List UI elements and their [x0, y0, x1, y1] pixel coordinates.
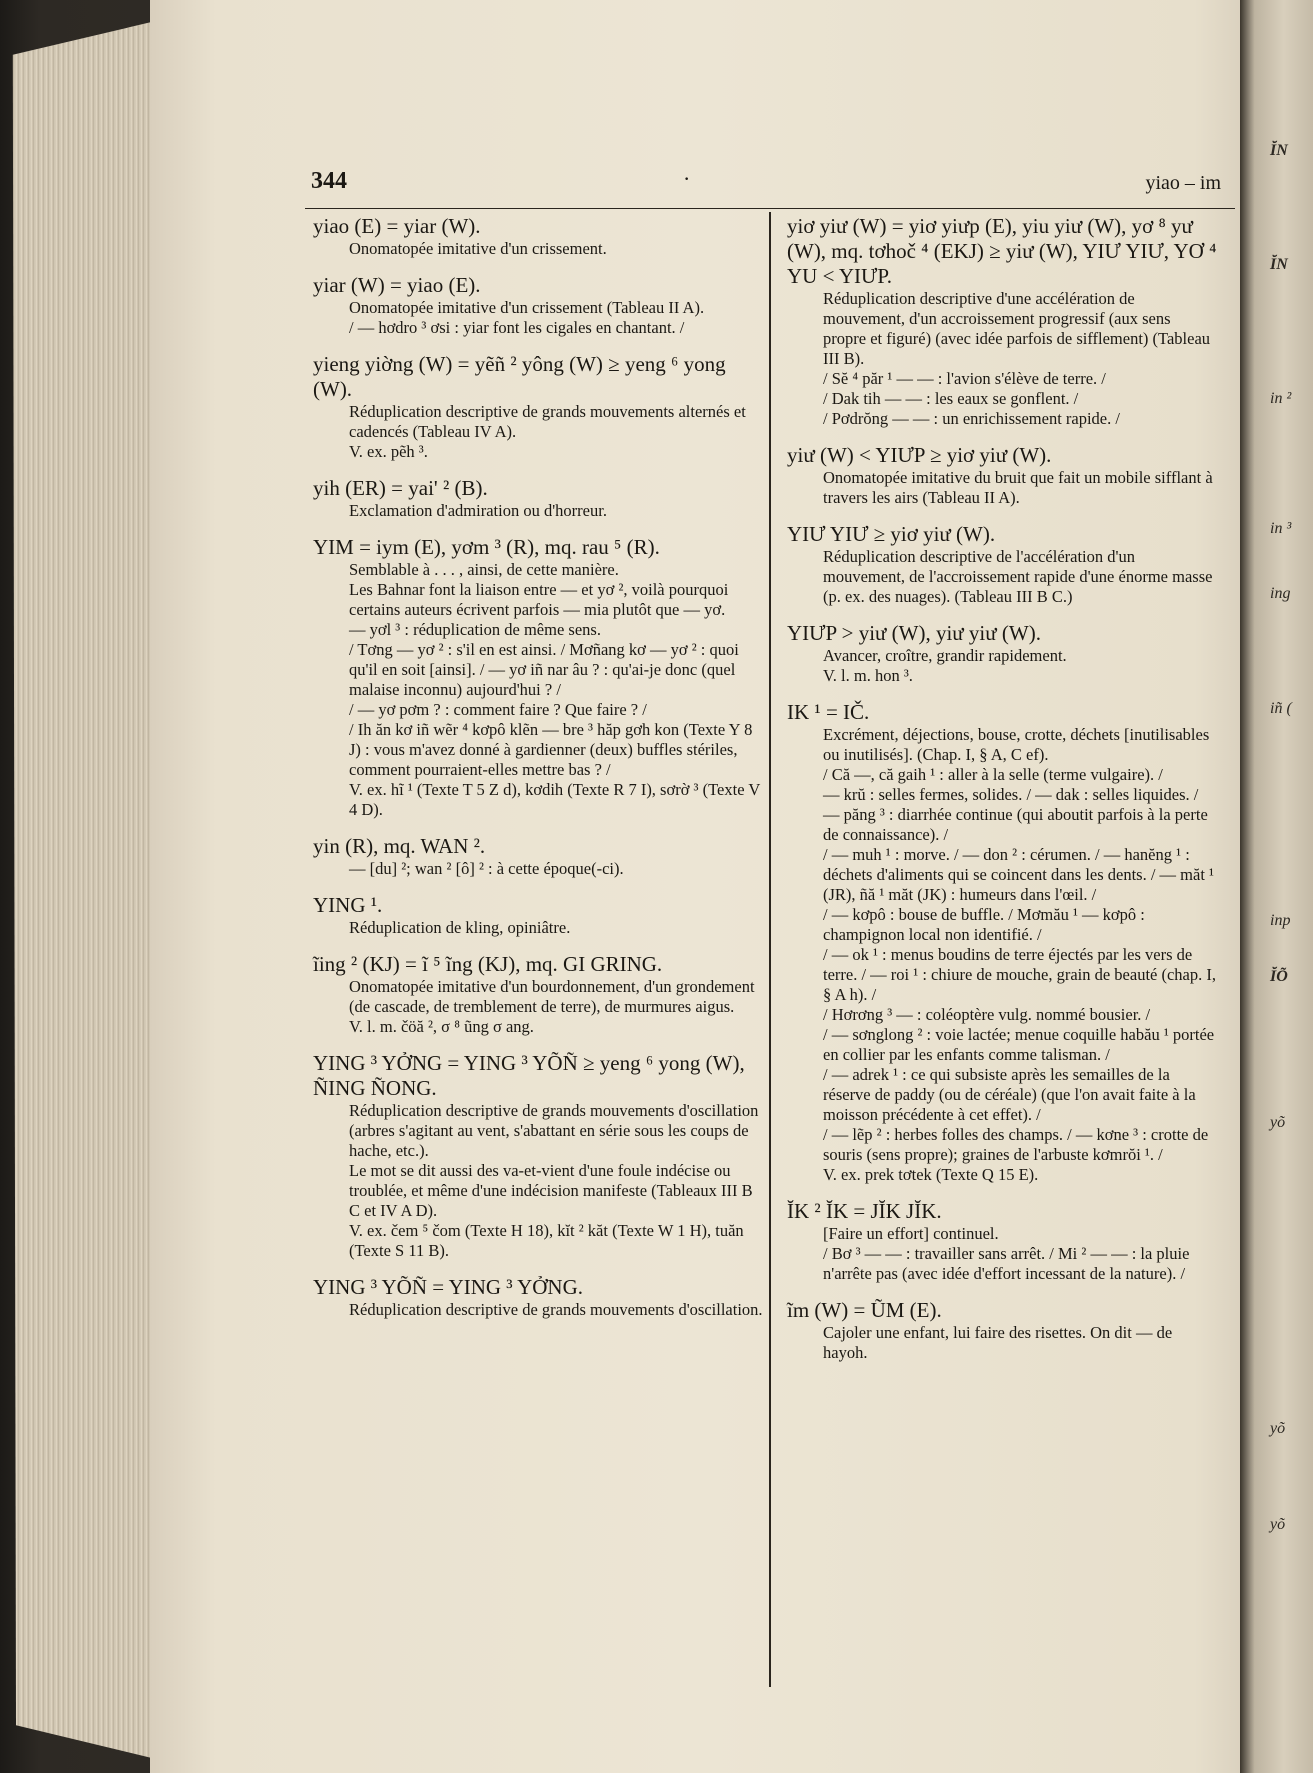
entry-definition: [349, 977, 763, 1037]
entry-definition: [349, 1300, 763, 1320]
next-page-fragment: yõ: [1270, 1516, 1286, 1533]
definition-line: Réduplication descriptive d'une accélération de mouvement, d'un accroissement progressif (aux sens propre et figuré) (avec idée parfois de sifflement) (Tableau III B).: [823, 289, 1211, 368]
entry-headword: YING ³ YỞNG = YING ³ YÕÑ ≥ yeng ⁶ yong (W), ÑING ÑONG.: [313, 1051, 745, 1100]
definition-line: / Sĕ ⁴ păr ¹ — — : l'avion s'élève de terre. /: [823, 369, 1106, 388]
definition-line: Réduplication descriptive de grands mouvements d'oscillation (arbres s'agitant au vent, s'abattant en série sous les coups de hache, etc.).: [349, 1101, 759, 1160]
next-page-fragment: ĬN: [1270, 142, 1288, 159]
column-rule: [769, 212, 771, 1687]
right-column: [787, 214, 1217, 1377]
page-number: 344: [311, 168, 347, 194]
definition-line: / — hơdro ³ ơsi : yiar font les cigales en chantant. /: [349, 318, 685, 337]
entry-definition: [349, 402, 763, 462]
entry-headword: YING ³ YÕÑ = YING ³ YỞNG.: [313, 1275, 583, 1299]
definition-line: / Hơrơng ³ — : coléoptère vulg. nommé bousier. /: [823, 1005, 1151, 1024]
entry-headword: YING ¹.: [313, 893, 383, 917]
definition-line: / — muh ¹ : morve. / — don ² : cérumen. / — hanĕng ¹ : déchets d'aliments qui se coincent dans les dents. / — măt ¹ (JR), ñă ¹ măt (JK) : humeurs dans l'œil. /: [823, 845, 1214, 904]
entry-headword: yieng yiờng (W) = yẽñ ² yông (W) ≥ yeng ⁶ yong (W).: [313, 352, 726, 401]
definition-line: V. ex. hĩ ¹ (Texte T 5 Z d), kơdih (Texte R 7 I), sơrờ ³ (Texte V 4 D).: [349, 780, 760, 819]
definition-line: — [du] ²; wan ² [ô] ² : à cette époque(-ci).: [349, 859, 624, 878]
dictionary-entry: [787, 621, 1217, 686]
dictionary-entry: [787, 1298, 1217, 1363]
entry-headword: YIƯ YIƯ ≥ yiơ yiư (W).: [787, 522, 996, 546]
running-head: yiao – im: [1145, 172, 1221, 194]
dictionary-entry: [313, 834, 763, 879]
next-page-fragment: in ³: [1270, 520, 1292, 537]
entry-headword: YIƯP > yiư (W), yiư yiư (W).: [787, 621, 1041, 645]
definition-line: Cajoler une enfant, lui faire des risettes. On dit — de hayoh.: [823, 1323, 1173, 1362]
next-page-fragment: yõ: [1270, 1114, 1286, 1131]
entry-headword: yiao (E) = yiar (W).: [313, 214, 481, 238]
next-page-fragment: in ²: [1270, 390, 1292, 407]
definition-line: — yơl ³ : réduplication de même sens.: [349, 620, 601, 639]
definition-line: Exclamation d'admiration ou d'horreur.: [349, 501, 607, 520]
entry-definition: [349, 918, 763, 938]
definition-line: V. l. m. čöă ², σ ⁸ ũng σ ang.: [349, 1017, 534, 1036]
entry-headword: yin (R), mq. WAN ².: [313, 834, 486, 858]
dictionary-entry: [313, 214, 763, 259]
dictionary-entry: [313, 476, 763, 521]
entry-definition: [349, 501, 763, 521]
entry-definition: [823, 289, 1217, 429]
definition-line: Réduplication descriptive de grands mouvements d'oscillation.: [349, 1300, 763, 1319]
definition-line: Onomatopée imitative du bruit que fait un mobile sifflant à travers les airs (Tableau II A).: [823, 468, 1213, 507]
definition-line: V. ex. prek tơtek (Texte Q 15 E).: [823, 1165, 1039, 1184]
definition-line: Onomatopée imitative d'un crissement.: [349, 239, 607, 258]
entry-definition: [823, 1224, 1217, 1284]
entry-headword: yiar (W) = yiao (E).: [313, 273, 481, 297]
definition-line: / Că —, că gaih ¹ : aller à la selle (terme vulgaire). /: [823, 765, 1163, 784]
entry-headword: ĬK ² ĬK = JĬK JĬK.: [787, 1199, 942, 1223]
next-page-strip: [1240, 0, 1313, 1773]
entry-headword: ĩm (W) = ŨM (E).: [787, 1298, 942, 1322]
page-header: [305, 168, 1235, 209]
definition-line: / — sơnglong ² : voie lactée; menue coquille habău ¹ portée en collier par les enfants comme talisman. /: [823, 1025, 1215, 1064]
entry-definition: [349, 1101, 763, 1261]
dictionary-entry: [313, 952, 763, 1037]
book-page-edges: [0, 20, 160, 1760]
definition-line: Réduplication de kling, opiniâtre.: [349, 918, 571, 937]
definition-line: / — lẽp ² : herbes folles des champs. / — kơne ³ : crotte de souris (sens propre); graines de l'arbuste kơmrŏi ¹. /: [823, 1125, 1209, 1164]
definition-line: / — adrek ¹ : ce qui subsiste après les semailles de la réserve de paddy (ou de céréale) (que l'on avait faite à la moisson précédente à cet effet). /: [823, 1065, 1196, 1124]
dictionary-entry: [313, 1275, 763, 1320]
definition-line: Réduplication descriptive de l'accélération d'un mouvement, de l'accroissement rapide d'une énorme masse (p. ex. des nuages). (Tableau III B C.): [823, 547, 1213, 606]
definition-line: / Ih ăn kơ iñ wẽr ⁴ kơpô klẽn — bre ³ hăp gơh kon (Texte Y 8 J) : vous m'avez donné à gardienner (deux) buffles stériles, comment pourraient-elles mettre bas ? /: [349, 720, 753, 779]
dictionary-entry: [787, 214, 1217, 429]
definition-line: Excrément, déjections, bouse, crotte, déchets [inutilisables ou inutilisés]. (Chap. I, § A, C ef).: [823, 725, 1210, 764]
dictionary-entry: [787, 700, 1217, 1185]
dictionary-entry: [787, 1199, 1217, 1284]
next-page-fragment: yõ: [1270, 1420, 1286, 1437]
entry-definition: [823, 468, 1217, 508]
entry-headword: YIM = iym (E), yơm ³ (R), mq. rau ⁵ (R).: [313, 535, 660, 559]
left-column: [313, 214, 763, 1334]
definition-line: — krŭ : selles fermes, solides. / — dak : selles liquides. /: [823, 785, 1199, 804]
definition-line: Semblable à . . . , ainsi, de cette manière.: [349, 560, 619, 579]
entry-definition: [349, 239, 763, 259]
entry-headword: yiơ yiư (W) = yiơ yiưp (E), yiu yiư (W), yơ ⁸ yư (W), mq. tơhoč ⁴ (EKJ) ≥ yiư (W), YIƯ YIƯ, YƠ ⁴ YU < YIƯP.: [787, 214, 1217, 288]
dictionary-entry: [313, 893, 763, 938]
entry-headword: IK ¹ = IČ.: [787, 700, 870, 724]
definition-line: / Dak tih — — : les eaux se gonflent. /: [823, 389, 1079, 408]
entry-definition: [823, 646, 1217, 686]
dictionary-entry: [787, 522, 1217, 607]
next-page-fragment: ĬÕ: [1270, 968, 1288, 985]
definition-line: / Tơng — yơ ² : s'il en est ainsi. / Mơñang kơ — yơ ² : quoi qu'il en soit [ainsi]. / — yơ iñ nar âu ? : qu'ai-je donc (quel malaise inconnu) aujourd'hui ? /: [349, 640, 739, 699]
definition-line: Le mot se dit aussi des va-et-vient d'une foule indécise ou troublée, et même d'une indécision manifeste (Tableaux III B C et IV A D).: [349, 1161, 753, 1220]
definition-line: / Bơ ³ — — : travailler sans arrêt. / Mi ² — — : la pluie n'arrête pas (avec idée d'effort incessant de la nature). /: [823, 1244, 1190, 1283]
entry-definition: [823, 547, 1217, 607]
header-dot: ·: [683, 166, 691, 191]
definition-line: / Pơdrŏng — — : un enrichissement rapide. /: [823, 409, 1120, 428]
next-page-fragment: iñ (: [1270, 700, 1292, 717]
definition-line: Avancer, croître, grandir rapidement.: [823, 646, 1067, 665]
entry-headword: yih (ER) = yai' ² (B).: [313, 476, 488, 500]
next-page-fragment: ing: [1270, 585, 1291, 602]
dictionary-entry: [313, 1051, 763, 1261]
entry-definition: [349, 298, 763, 338]
definition-line: / — yơ pơm ? : comment faire ? Que faire ? /: [349, 700, 647, 719]
definition-line: V. ex. čem ⁵ čom (Texte H 18), kĭt ² kăt (Texte W 1 H), tuăn (Texte S 11 B).: [349, 1221, 744, 1260]
definition-line: Réduplication descriptive de grands mouvements alternés et cadencés (Tableau IV A).: [349, 402, 746, 441]
dictionary-entry: [787, 443, 1217, 508]
dictionary-entry: [313, 273, 763, 338]
next-page-fragment: ĬN: [1270, 256, 1288, 273]
entry-definition: [349, 560, 763, 820]
dictionary-entry: [313, 535, 763, 820]
definition-line: / — kơpô : bouse de buffle. / Mơmău ¹ — kơpô : champignon local non identifié. /: [823, 905, 1145, 944]
definition-line: V. l. m. hon ³.: [823, 666, 913, 685]
definition-line: / — ok ¹ : menus boudins de terre éjectés par les vers de terre. / — roi ¹ : chiure de mouche, grain de beauté (chap. I, § A h). /: [823, 945, 1216, 1004]
next-page-fragment: inp: [1270, 912, 1291, 929]
entry-definition: [823, 725, 1217, 1185]
entry-headword: ĩing ² (KJ) = ĩ ⁵ ĩng (KJ), mq. GI GRING.: [313, 952, 663, 976]
entry-definition: [823, 1323, 1217, 1363]
definition-line: — păng ³ : diarrhée continue (qui aboutit parfois à la perte de connaissance). /: [823, 805, 1208, 844]
definition-line: Onomatopée imitative d'un crissement (Tableau II A).: [349, 298, 705, 317]
definition-line: Les Bahnar font la liaison entre — et yơ ², voilà pourquoi certains auteurs écrivent parfois — mia plutôt que — yơ.: [349, 580, 729, 619]
entry-definition: [349, 859, 763, 879]
entry-headword: yiư (W) < YIƯP ≥ yiơ yiư (W).: [787, 443, 1052, 467]
page-content: [305, 140, 1235, 1700]
definition-line: Onomatopée imitative d'un bourdonnement, d'un grondement (de cascade, de tremblement de terre), de murmures aigus.: [349, 977, 755, 1016]
dictionary-entry: [313, 352, 763, 462]
definition-line: [Faire un effort] continuel.: [823, 1224, 999, 1243]
definition-line: V. ex. pẽh ³.: [349, 442, 428, 461]
